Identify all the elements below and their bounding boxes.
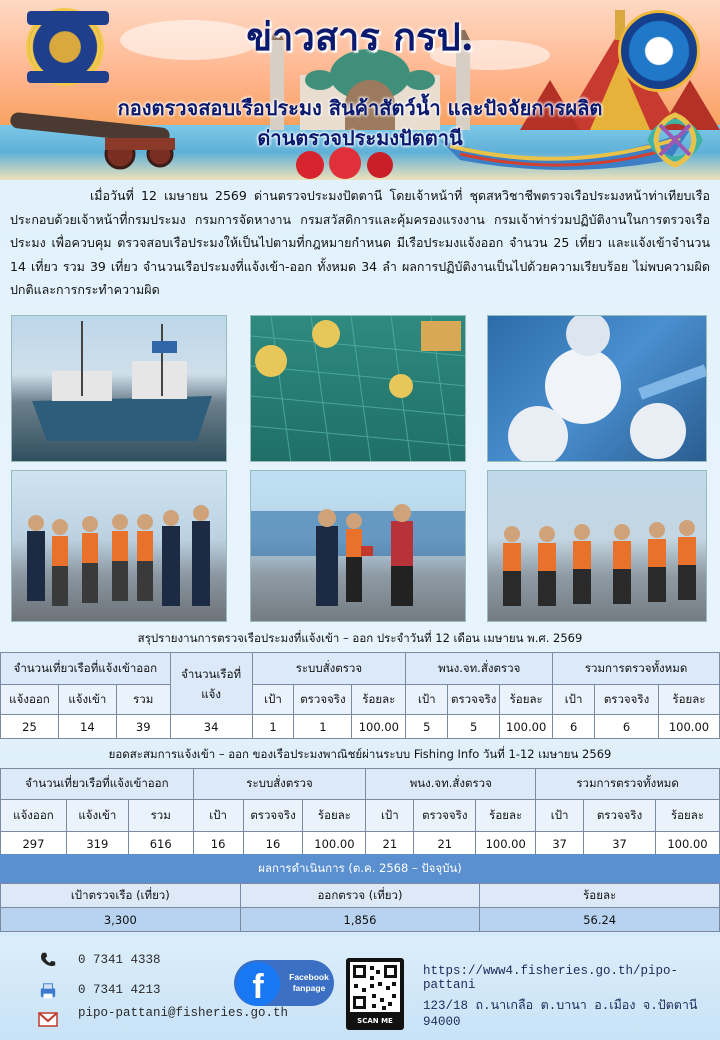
table-cell: 100.00 (655, 832, 719, 856)
daily-inspection-table (0, 652, 720, 739)
col-actual: ตรวจจริง (243, 800, 303, 832)
table-cell: 319 (66, 832, 128, 856)
news-paragraph: เมื่อวันที่ 12 เมษายน 2569 ด่านตรวจประมงปัตตานี โดยเจ้าหน้าที่ ชุดสหวิชาชีพตรวจเรือประมงหน้าท่าเทียบเรือ ประกอบด้วยเจ้าหน้าที่กรมประมง กรมการจัดหางาน กรมสวัสดิการและคุ้มครองแรงงาน กรมเจ้าท่าร่วมปฏิบัติงานในการตรวจเรือประมง เพื่อควบคุม ตรวจสอบเรือประมงให้เป็นไปตามที่กฎหมายกำหนด มีเรือประมงแจ้งออก จำนวน 25 เที่ยว และแจ้งเข้าจำนวน 14 เที่ยว รวม 39 เที่ยว จำนวนเรือประมงที่แจ้งเข้า-ออก ทั้งหมด 34 ลำ ผลการปฏิบัติงานเป็นไปด้วยความเรียบร้อย ไม่พบความผิดปกติและการกระทำความผิด (10, 188, 710, 297)
col-target-trips: เป้าตรวจเรือ (เที่ยว) (1, 884, 241, 908)
fax-icon (38, 982, 58, 1000)
email-address[interactable]: pipo-pattani@fisheries.go.th (78, 1006, 289, 1020)
newsletter-title: ข่าวสาร กรป. (246, 14, 474, 59)
photo-ice-hold (487, 315, 707, 462)
division-subtitle: กองตรวจสอบเรือประมง สินค้าสัตว์น้ำ และปัจจัยการผลิต (117, 96, 603, 120)
table-row (1, 908, 720, 932)
col-target: เป้า (252, 685, 294, 715)
system-group-header: ระบบสั่งตรวจ (252, 653, 406, 685)
table-cell: 21 (366, 832, 414, 856)
col-actual: ตรวจจริง (414, 800, 476, 832)
col-actual: ตรวจจริง (294, 685, 352, 715)
facebook-label: Facebook fanpage (289, 972, 329, 993)
table1-caption: สรุปรายงานการตรวจเรือประมงที่แจ้งเข้า – ออก ประจำวันที่ 12 เดือน เมษายน พ.ศ. 2569 (137, 631, 583, 645)
total-group-header: รวมการตรวจทั้งหมด (553, 653, 720, 685)
table2-caption: ยอดสะสมการแจ้งเข้า – ออก ของเรือประมงพาณิชย์ผ่านระบบ Fishing Info วันที่ 1-12 เมษายน 2569 (108, 747, 612, 761)
officer-group-header: พนง.จท.สั่งตรวจ (366, 769, 536, 800)
col-actual: ตรวจจริง (595, 685, 659, 715)
checkpoint-subtitle: ด่านตรวจประมงปัตตานี (257, 126, 463, 150)
office-address: 123/18 ถ.นาเกลือ ต.บานา อ.เมือง จ.ปัตตานี 94000 (423, 999, 698, 1029)
table-cell: 5 (448, 715, 500, 739)
col-pct: ร้อยละ (655, 800, 719, 832)
table-row (1, 832, 720, 856)
cumulative-table (0, 768, 720, 856)
scan-me-label: SCAN ME (357, 1017, 393, 1025)
col-done-trips: ออกตรวจ (เที่ยว) (240, 884, 480, 908)
col-pct: ร้อยละ (303, 800, 366, 832)
header-banner (0, 0, 720, 180)
table-cell: 1 (294, 715, 352, 739)
photo-inspection-team-1 (11, 470, 227, 622)
photo-fishing-boat (11, 315, 227, 462)
table-cell: 100.00 (352, 715, 406, 739)
table-cell: 5 (406, 715, 448, 739)
col-pct: ร้อยละ (500, 685, 553, 715)
col-percent: ร้อยละ (480, 884, 720, 908)
table-cell: 100.00 (303, 832, 366, 856)
table-cell: 14 (58, 715, 116, 739)
table-cell: 16 (243, 832, 303, 856)
table-cell: 616 (128, 832, 193, 856)
table-row (1, 715, 720, 739)
trips-group-header: จำนวนเที่ยวเรือที่แจ้งเข้าออก (1, 769, 194, 800)
photo-fishing-net (250, 315, 466, 462)
col-in: แจ้งเข้า (58, 685, 116, 715)
target-value: 3,300 (1, 908, 241, 932)
phone-number[interactable]: 0 7341 4338 (78, 953, 161, 967)
trips-group-header: จำนวนเที่ยวเรือที่แจ้งเข้าออก (1, 653, 171, 685)
col-in: แจ้งเข้า (66, 800, 128, 832)
col-out: แจ้งออก (1, 800, 67, 832)
officer-group-header: พนง.จท.สั่งตรวจ (406, 653, 553, 685)
col-actual: ตรวจจริง (584, 800, 656, 832)
col-actual: ตรวจจริง (448, 685, 500, 715)
system-group-header: ระบบสั่งตรวจ (193, 769, 366, 800)
col-pct: ร้อยละ (658, 685, 719, 715)
results-heading: ผลการดำเนินการ (ต.ค. 2568 – ปัจจุบัน) (0, 854, 720, 883)
col-sum: รวม (128, 800, 193, 832)
done-value: 1,856 (240, 908, 480, 932)
col-target: เป้า (366, 800, 414, 832)
photo-inspection-team-2 (250, 470, 466, 622)
col-target: เป้า (553, 685, 595, 715)
boats-header: จำนวนเรือที่ แจ้ง (170, 653, 252, 715)
total-group-header: รวมการตรวจทั้งหมด (536, 769, 720, 800)
percent-value: 56.24 (480, 908, 720, 932)
table-cell: 37 (536, 832, 584, 856)
table-cell: 37 (584, 832, 656, 856)
table-cell: 39 (116, 715, 170, 739)
results-table (0, 883, 720, 932)
col-pct: ร้อยละ (352, 685, 406, 715)
table-cell: 21 (414, 832, 476, 856)
col-out: แจ้งออก (1, 685, 59, 715)
email-icon (38, 1010, 58, 1028)
facebook-icon: f (236, 962, 280, 1006)
col-target: เป้า (406, 685, 448, 715)
col-pct: ร้อยละ (476, 800, 536, 832)
col-sum: รวม (116, 685, 170, 715)
col-target: เป้า (536, 800, 584, 832)
table-cell: 25 (1, 715, 59, 739)
table-cell: 100.00 (658, 715, 719, 739)
col-target: เป้า (193, 800, 243, 832)
table-cell: 100.00 (500, 715, 553, 739)
phone-icon (38, 951, 58, 969)
table-cell: 16 (193, 832, 243, 856)
table-cell: 100.00 (476, 832, 536, 856)
table-cell: 1 (252, 715, 294, 739)
photo-inspection-team-3 (487, 470, 707, 622)
table-cell: 297 (1, 832, 67, 856)
table-cell: 6 (553, 715, 595, 739)
website-link[interactable]: https://www4.fisheries.go.th/pipo-pattani (423, 964, 679, 992)
table-cell: 34 (170, 715, 252, 739)
fax-number[interactable]: 0 7341 4213 (78, 983, 161, 997)
table-cell: 6 (595, 715, 659, 739)
